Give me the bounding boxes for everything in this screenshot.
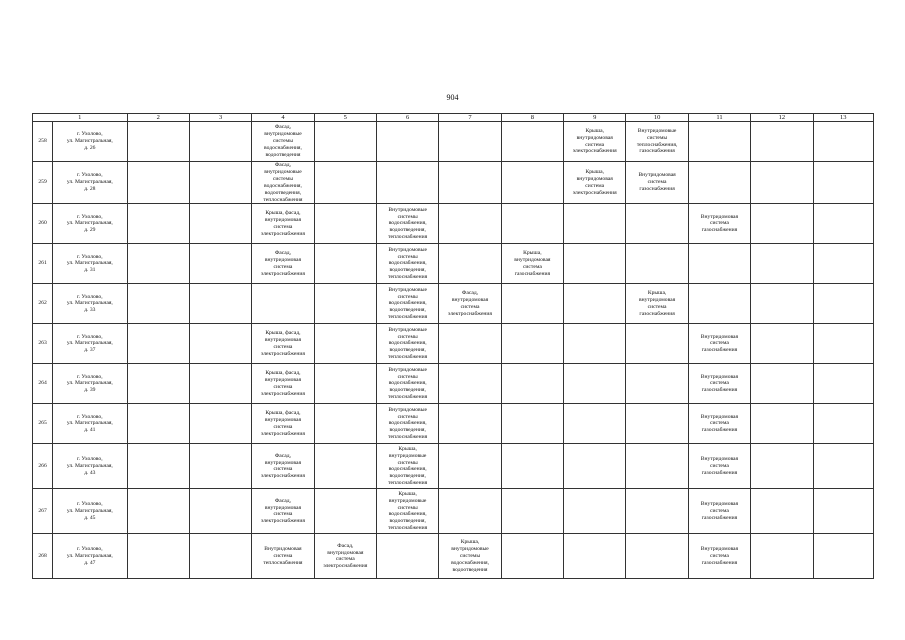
work-cell — [501, 284, 563, 324]
work-cell — [189, 489, 251, 534]
header-cell: 8 — [501, 114, 563, 122]
header-cell: 4 — [252, 114, 314, 122]
work-cell: Крыша, фасад, внутридомовая система электроснабжения — [252, 404, 314, 444]
work-cell — [439, 324, 501, 364]
work-cell — [376, 534, 438, 579]
work-cell — [127, 122, 189, 162]
work-cell — [314, 324, 376, 364]
work-cell — [439, 244, 501, 284]
work-cell — [751, 444, 813, 489]
work-cell — [564, 444, 626, 489]
work-cell — [564, 364, 626, 404]
header-cell: 12 — [751, 114, 813, 122]
table-row — [33, 404, 874, 444]
work-cell: Крыша, внутридомовые системы водоснабжения, водоотведения, теплоснабжения — [376, 489, 438, 534]
work-cell — [189, 444, 251, 489]
row-number: 268 — [33, 534, 53, 579]
work-cell — [314, 364, 376, 404]
work-cell — [501, 162, 563, 204]
work-cell — [439, 364, 501, 404]
address-cell: г. Ухолово, ул. Магистральная, д. 41 — [53, 404, 127, 444]
work-cell — [564, 284, 626, 324]
work-cell — [688, 122, 750, 162]
header-cell: 3 — [189, 114, 251, 122]
work-cell — [813, 444, 874, 489]
work-cell: Внутридомовые системы водоснабжения, водоотведения, теплоснабжения — [376, 204, 438, 244]
work-cell: Внутридомовая система газоснабжения — [688, 489, 750, 534]
work-cell: Внутридомовая система газоснабжения — [688, 204, 750, 244]
work-cell — [813, 122, 874, 162]
work-cell: Крыша, фасад, внутридомовая система электроснабжения — [252, 364, 314, 404]
work-cell: Внутридомовые системы теплоснабжения, газоснабжения — [626, 122, 688, 162]
work-cell — [564, 534, 626, 579]
work-cell — [189, 324, 251, 364]
work-cell — [127, 404, 189, 444]
work-cell — [751, 244, 813, 284]
work-cell: Фасад, внутридомовые системы водоснабжения, водоотведения, теплоснабжения — [252, 162, 314, 204]
work-cell — [626, 404, 688, 444]
row-number: 261 — [33, 244, 53, 284]
header-cell: 11 — [688, 114, 750, 122]
work-cell — [751, 122, 813, 162]
work-cell: Крыша, внутридомовые системы водоснабжения, водоотведения, теплоснабжения — [376, 444, 438, 489]
work-cell — [688, 284, 750, 324]
work-cell: Фасад, внутридомовая система электроснабжения — [252, 489, 314, 534]
work-cell — [688, 244, 750, 284]
work-cell: Внутридомовая система газоснабжения — [688, 324, 750, 364]
work-cell — [564, 204, 626, 244]
row-number: 265 — [33, 404, 53, 444]
work-cell — [751, 489, 813, 534]
header-cell: 5 — [314, 114, 376, 122]
row-number: 259 — [33, 162, 53, 204]
table-row — [33, 489, 874, 534]
header-cell: 1 — [33, 114, 128, 122]
work-cell — [314, 122, 376, 162]
work-cell — [813, 489, 874, 534]
address-cell: г. Ухолово, ул. Магистральная, д. 47 — [53, 534, 127, 579]
work-cell — [127, 364, 189, 404]
work-cell — [189, 534, 251, 579]
row-number: 264 — [33, 364, 53, 404]
work-cell: Внутридомовые системы водоснабжения, водоотведения, теплоснабжения — [376, 284, 438, 324]
work-cell — [127, 284, 189, 324]
work-cell — [751, 404, 813, 444]
header-cell: 2 — [127, 114, 189, 122]
work-cell: Крыша, внутридомовая система электроснабжения — [564, 162, 626, 204]
work-cell — [501, 364, 563, 404]
work-cell: Крыша, внутридомовая система газоснабжения — [626, 284, 688, 324]
address-cell: г. Ухолово, ул. Магистральная, д. 31 — [53, 244, 127, 284]
work-cell — [813, 324, 874, 364]
work-cell — [439, 204, 501, 244]
work-cell — [127, 244, 189, 284]
work-cell — [813, 204, 874, 244]
work-cell — [376, 122, 438, 162]
table-row — [33, 324, 874, 364]
work-cell: Фасад, внутридомовая система электроснабжения — [252, 244, 314, 284]
work-cell — [189, 204, 251, 244]
work-cell — [501, 122, 563, 162]
table-row — [33, 162, 874, 204]
address-cell: г. Ухолово, ул. Магистральная, д. 29 — [53, 204, 127, 244]
work-cell — [564, 244, 626, 284]
work-cell — [439, 162, 501, 204]
work-cell: Фасад, внутридомовая система электроснабжения — [252, 444, 314, 489]
row-number: 267 — [33, 489, 53, 534]
work-cell: Крыша, внутридомовые системы водоснабжения, водоотведения — [439, 534, 501, 579]
work-cell — [501, 324, 563, 364]
work-cell — [189, 364, 251, 404]
work-cell: Внутридомовые системы водоснабжения, водоотведения, теплоснабжения — [376, 404, 438, 444]
address-cell: г. Ухолово, ул. Магистральная, д. 39 — [53, 364, 127, 404]
work-cell — [314, 489, 376, 534]
address-cell: г. Ухолово, ул. Магистральная, д. 45 — [53, 489, 127, 534]
row-number: 266 — [33, 444, 53, 489]
table-row — [33, 534, 874, 579]
work-cell: Фасад, внутридомовая система электроснабжения — [439, 284, 501, 324]
work-cell — [314, 244, 376, 284]
work-cell — [501, 489, 563, 534]
work-cell — [501, 404, 563, 444]
work-cell — [314, 284, 376, 324]
work-cell: Крыша, фасад, внутридомовая система электроснабжения — [252, 324, 314, 364]
work-cell: Внутридомовые системы водоснабжения, водоотведения, теплоснабжения — [376, 324, 438, 364]
address-cell: г. Ухолово, ул. Магистральная, д. 43 — [53, 444, 127, 489]
repair-schedule-table — [32, 113, 874, 579]
table-row — [33, 122, 874, 162]
header-cell: 7 — [439, 114, 501, 122]
work-cell — [439, 444, 501, 489]
table-row — [33, 284, 874, 324]
work-cell — [626, 444, 688, 489]
header-cell: 13 — [813, 114, 874, 122]
work-cell — [252, 284, 314, 324]
table-row — [33, 444, 874, 489]
work-cell — [314, 444, 376, 489]
table-row — [33, 204, 874, 244]
table-row — [33, 244, 874, 284]
work-cell — [314, 204, 376, 244]
work-cell — [314, 404, 376, 444]
work-cell — [564, 404, 626, 444]
work-cell: Внутридомовая система газоснабжения — [688, 364, 750, 404]
work-cell: Крыша, фасад, внутридомовая система электроснабжения — [252, 204, 314, 244]
work-cell — [626, 204, 688, 244]
table-header-row — [33, 114, 874, 122]
work-cell — [751, 534, 813, 579]
work-cell — [127, 534, 189, 579]
work-cell — [751, 284, 813, 324]
work-cell: Внутридомовая система газоснабжения — [688, 444, 750, 489]
header-cell: 9 — [564, 114, 626, 122]
address-cell: г. Ухолово, ул. Магистральная, д. 33 — [53, 284, 127, 324]
work-cell — [751, 162, 813, 204]
row-number: 263 — [33, 324, 53, 364]
work-cell — [314, 162, 376, 204]
row-number: 258 — [33, 122, 53, 162]
work-cell — [751, 324, 813, 364]
work-cell — [751, 204, 813, 244]
header-cell: 10 — [626, 114, 688, 122]
work-cell — [813, 162, 874, 204]
work-cell — [626, 534, 688, 579]
work-cell — [626, 244, 688, 284]
work-cell — [688, 162, 750, 204]
row-number: 262 — [33, 284, 53, 324]
work-cell — [189, 284, 251, 324]
work-cell — [439, 122, 501, 162]
work-cell — [501, 204, 563, 244]
work-cell: Внутридомовая система газоснабжения — [688, 404, 750, 444]
work-cell — [189, 404, 251, 444]
page-number: 904 — [446, 93, 459, 102]
work-cell — [813, 364, 874, 404]
row-number: 260 — [33, 204, 53, 244]
work-cell — [626, 489, 688, 534]
work-cell — [127, 489, 189, 534]
work-cell — [189, 244, 251, 284]
work-cell — [501, 444, 563, 489]
work-cell — [564, 324, 626, 364]
work-cell: Внутридомовые системы водоснабжения, водоотведения, теплоснабжения — [376, 364, 438, 404]
work-cell: Внутридомовая система газоснабжения — [626, 162, 688, 204]
work-cell: Внутридомовая система газоснабжения — [688, 534, 750, 579]
table-row — [33, 364, 874, 404]
work-cell: Крыша, внутридомовая система газоснабжения — [501, 244, 563, 284]
work-cell — [127, 324, 189, 364]
work-cell: Внутридомовые системы водоснабжения, водоотведения, теплоснабжения — [376, 244, 438, 284]
work-cell — [189, 162, 251, 204]
work-cell: Фасад, внутридомовая система электроснабжения — [314, 534, 376, 579]
work-cell — [501, 534, 563, 579]
work-cell — [376, 162, 438, 204]
work-cell — [439, 404, 501, 444]
work-cell — [564, 489, 626, 534]
work-cell — [127, 204, 189, 244]
work-cell — [626, 324, 688, 364]
work-cell — [813, 404, 874, 444]
work-cell — [751, 364, 813, 404]
address-cell: г. Ухолово, ул. Магистральная, д. 26 — [53, 122, 127, 162]
address-cell: г. Ухолово, ул. Магистральная, д. 28 — [53, 162, 127, 204]
work-cell — [189, 122, 251, 162]
work-cell — [626, 364, 688, 404]
work-cell: Внутридомовая система теплоснабжения — [252, 534, 314, 579]
work-cell — [127, 162, 189, 204]
work-cell: Фасад, внутридомовые системы водоснабжения, водоотведения — [252, 122, 314, 162]
work-cell — [813, 284, 874, 324]
work-cell — [439, 489, 501, 534]
work-cell — [813, 244, 874, 284]
work-cell — [813, 534, 874, 579]
address-cell: г. Ухолово, ул. Магистральная, д. 37 — [53, 324, 127, 364]
work-cell — [127, 444, 189, 489]
work-cell: Крыша, внутридомовая система электроснабжения — [564, 122, 626, 162]
header-cell: 6 — [376, 114, 438, 122]
